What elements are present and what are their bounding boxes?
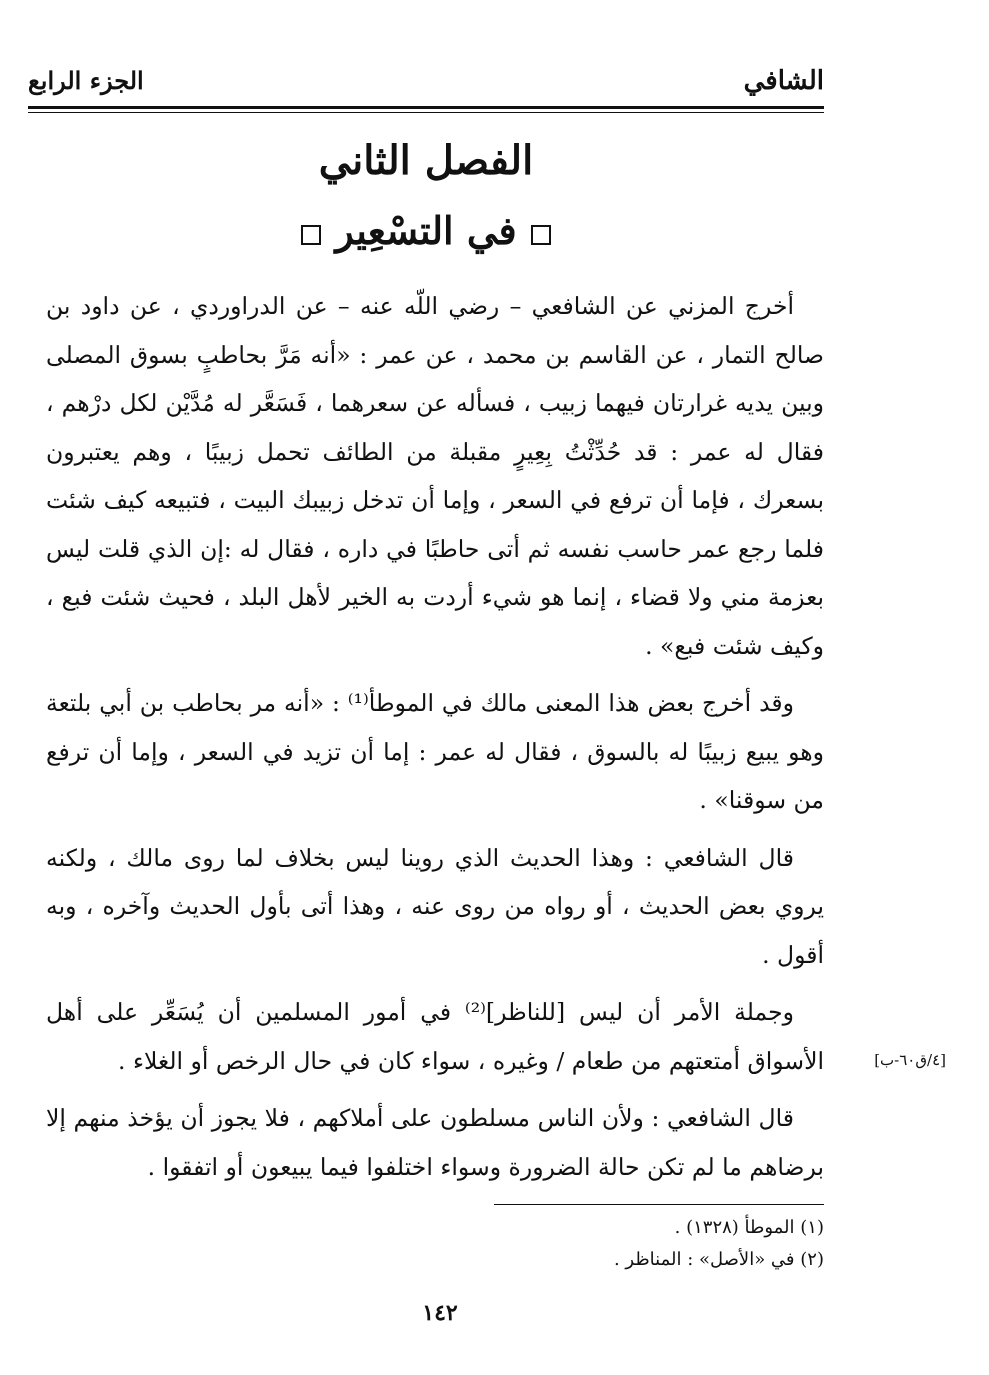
body-text xyxy=(46,282,824,1200)
chapter-title: الفصل الثاني xyxy=(318,137,534,184)
section-title-line xyxy=(28,205,824,257)
paragraph: قال الشافعي : وهذا الحديث الذي روينا ليس بخلاف لما روى مالك ، ولكنه يروي بعض الحديث ، أو رواه من روى عنه ، وهذا أتى بأول الحديث وآخره ، وبه أقول . xyxy=(46,843,824,969)
manuscript-folio-note: [٤/ق٦٠-ب] xyxy=(874,1051,946,1069)
paragraph: وجملة الأمر أن ليس [للناظر]⁽²⁾ في أمور المسلمين أن يُسَعِّر على أهل الأسواق أمتعتهم من طعام / وغيره ، سواء كان في حال الرخص أو الغلاء . xyxy=(46,998,824,1075)
header-rule-thick xyxy=(28,106,824,109)
paragraph: وقد أخرج بعض هذا المعنى مالك في الموطأ⁽¹⁾ : «أنه مر بحاطب بن أبي بلتعة وهو يبيع زبيبًا له بالسوق ، فقال له عمر : إما أن تزيد في السعر ، وإما أن ترفع من سوقنا» . xyxy=(46,689,824,814)
square-ornament-icon xyxy=(531,225,551,245)
volume-label: الجزء الرابع xyxy=(28,66,144,95)
footnote-separator xyxy=(494,1204,824,1205)
section-title: في التسْعِير xyxy=(335,208,517,253)
square-ornament-icon xyxy=(301,225,321,245)
paragraph: أخرج المزني عن الشافعي – رضي اللّه عنه – عن الدراوردي ، عن داود بن صالح التمار ، عن القاسم بن محمد ، عن عمر : «أنه مَرَّ بحاطبٍ بسوق المصلى وبين يديه غرارتان فيهما زبيب ، فسأله عن سعرهما ، فَسَعَّر له مُدَّيْن لكل درْهم ، فقال له عمر : قد حُدِّثْتُ بِعِيرٍ مقبلة من الطائف تحمل زبيبًا ، وهم يعتبرون بسعرك ، فإما أن ترفع في السعر ، وإما أن تدخل زبيبك البيت ، فتبيعه كيف شئت فلما رجع عمر حاسب نفسه ثم أتى حاطبًا في داره ، فقال له :إن الذي قلت ليس بعزمة مني ولا قضاء ، إنما هو شيء أردت به الخير لأهل البلد ، فحيث شئت فبع ، وكيف شئت فبع» . xyxy=(46,292,824,660)
running-header xyxy=(28,62,824,102)
footnote: (١) الموطأ (١٣٢٨) . xyxy=(674,1217,824,1238)
book-title: الشافي xyxy=(743,66,824,96)
footnotes xyxy=(46,1212,824,1276)
footnote: (٢) في «الأصل» : المناظر . xyxy=(613,1249,824,1270)
paragraph: قال الشافعي : ولأن الناس مسلطون على أملاكهم ، فلا يجوز أن يؤخذ منهم إلا برضاهم ما لم تكن حالة الضرورة وسواء اختلفوا فيما يبيعون أو اتفقوا . xyxy=(46,1104,824,1181)
header-rule-thin xyxy=(28,112,824,113)
page-number: ١٤٢ xyxy=(422,1300,458,1326)
